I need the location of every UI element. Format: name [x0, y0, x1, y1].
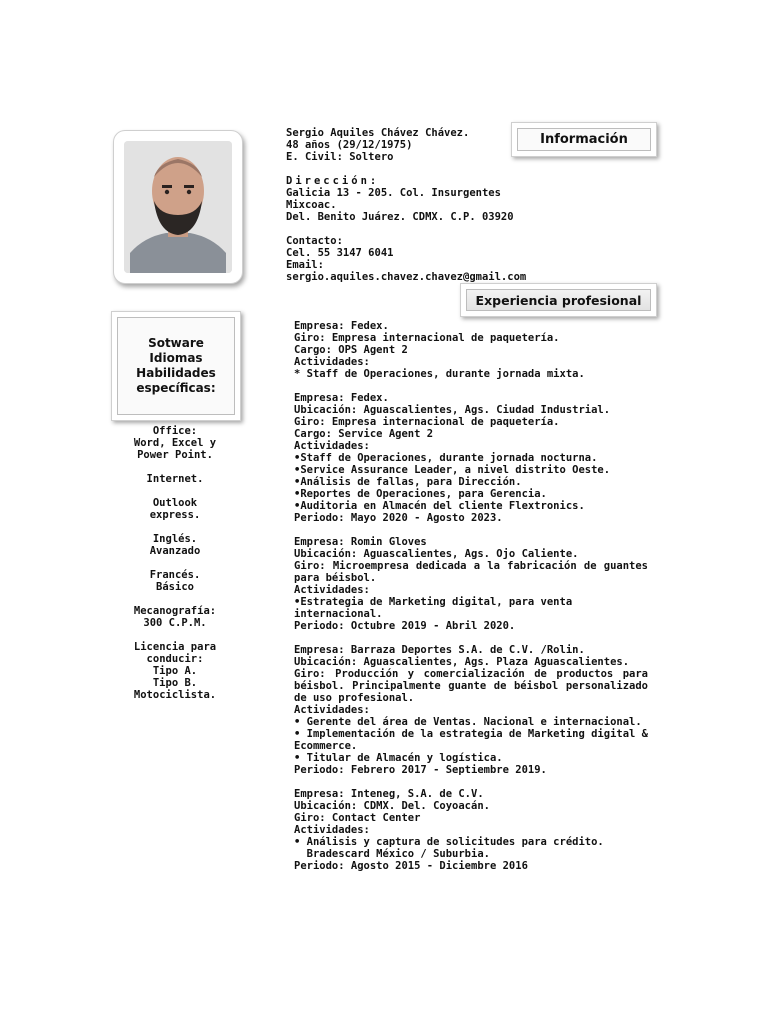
job-line: • Implementación de la estrategia de Marketing digital & Ecommerce. — [294, 728, 649, 752]
email-label: Email: — [286, 259, 324, 271]
skills-heading-line: específicas: — [136, 381, 216, 395]
job-entry-barraza — [294, 644, 648, 776]
address-line-2: Del. Benito Juárez. CDMX. C.P. 03920 — [286, 211, 514, 223]
skill-english — [110, 533, 240, 557]
skill-line: 300 C.P.M. — [143, 617, 207, 629]
job-line: Giro: Producción y comercialización de productos para béisbol. Principalmente guante de béisbol personalizado de uso profesional. — [294, 668, 648, 704]
skill-line: Básico — [156, 581, 194, 593]
address-label: Dirección: — [286, 175, 380, 187]
skill-line: Outlook — [152, 497, 198, 509]
skill-line: Word, Excel y — [133, 437, 217, 449]
skill-line: Avanzado — [149, 545, 201, 557]
job-line: * Staff de Operaciones, durante jornada mixta. — [294, 368, 585, 380]
job-entry-fedex-ops — [294, 320, 648, 380]
job-line: Ubicación: Aguascalientes, Ags. Ojo Caliente. — [294, 548, 579, 560]
job-entry-romin — [294, 536, 648, 632]
portrait-image — [124, 141, 232, 273]
skill-office — [110, 425, 240, 461]
job-line: Actividades: — [294, 584, 370, 596]
personal-info — [286, 127, 536, 283]
job-entry-inteneg — [294, 788, 648, 872]
skills-heading-line: Habilidades — [136, 366, 216, 380]
job-line: Empresa: Inteneg, S.A. de C.V. — [294, 788, 484, 800]
skill-line: Motociclista. — [133, 689, 217, 701]
job-line: Periodo: Febrero 2017 - Septiembre 2019. — [294, 764, 547, 776]
job-line: Actividades: — [294, 440, 370, 452]
job-line: Empresa: Fedex. — [294, 320, 389, 332]
skill-line: conducir: — [146, 653, 204, 665]
job-line: Actividades: — [294, 704, 370, 716]
skill-typing — [110, 605, 240, 629]
age: 48 años (29/12/1975) — [286, 139, 413, 151]
job-line: •Service Assurance Leader, a nivel distrito Oeste. — [294, 464, 611, 476]
skill-line: Tipo A. — [152, 665, 198, 677]
experience-section-header — [460, 283, 657, 317]
skill-license — [110, 641, 240, 701]
job-line: Giro: Empresa internacional de paquetería. — [294, 332, 560, 344]
job-line: •Estrategia de Marketing digital, para venta internacional. — [294, 596, 573, 620]
job-line: Ubicación: CDMX. Del. Coyoacán. — [294, 800, 490, 812]
skill-line: express. — [149, 509, 201, 521]
skill-line: Inglés. — [152, 533, 198, 545]
job-line: Periodo: Mayo 2020 - Agosto 2023. — [294, 512, 503, 524]
job-line: Giro: Contact Center — [294, 812, 421, 824]
skills-section-title — [117, 317, 235, 415]
full-name: Sergio Aquiles Chávez Chávez. — [286, 127, 470, 139]
experience-section-title: Experiencia profesional — [466, 289, 651, 311]
skill-line: Office: — [152, 425, 198, 437]
skill-line: Licencia para — [133, 641, 217, 653]
job-line: Periodo: Agosto 2015 - Diciembre 2016 — [294, 860, 528, 872]
job-line: Cargo: Service Agent 2 — [294, 428, 434, 440]
skill-line: Power Point. — [137, 449, 213, 461]
skill-line: Tipo B. — [152, 677, 198, 689]
address-line-1: Galicia 13 - 205. Col. Insurgentes Mixcoac. — [286, 187, 501, 211]
job-line: Ubicación: Aguascalientes, Ags. Ciudad Industrial. — [294, 404, 611, 416]
job-line: •Auditoria en Almacén del cliente Flextronics. — [294, 500, 585, 512]
skills-list — [110, 425, 240, 713]
info-section-title: Información — [517, 128, 651, 151]
skill-french — [110, 569, 240, 593]
skill-internet — [110, 473, 240, 485]
skill-line: Internet. — [146, 473, 204, 485]
job-line: •Reportes de Operaciones, para Gerencia. — [294, 488, 547, 500]
profile-photo — [124, 141, 232, 273]
job-entry-fedex-service — [294, 392, 648, 524]
phone: Cel. 55 3147 6041 — [286, 247, 394, 259]
job-line: • Análisis y captura de solicitudes para crédito. — [294, 836, 604, 848]
experience-list — [294, 320, 648, 884]
skills-heading-line: Idiomas — [149, 351, 203, 365]
job-line: Empresa: Romin Gloves — [294, 536, 427, 548]
email: sergio.aquiles.chavez.chavez@gmail.com — [286, 271, 527, 283]
civil-status: E. Civil: Soltero — [286, 151, 394, 163]
job-line: Periodo: Octubre 2019 - Abril 2020. — [294, 620, 516, 632]
job-line: Empresa: Barraza Deportes S.A. de C.V. /Rolin. — [294, 644, 585, 656]
skill-line: Mecanografía: — [133, 605, 217, 617]
job-line: Empresa: Fedex. — [294, 392, 389, 404]
job-line: Giro: Empresa internacional de paquetería. — [294, 416, 560, 428]
contact-label: Contacto: — [286, 235, 343, 247]
skills-heading-line: Sotware — [148, 336, 204, 350]
job-line: Giro: Microempresa dedicada a la fabricación de guantes para béisbol. — [294, 560, 648, 584]
job-line: • Titular de Almacén y logística. — [294, 752, 503, 764]
job-line: Actividades: — [294, 824, 370, 836]
job-line: Cargo: OPS Agent 2 — [294, 344, 408, 356]
job-line: Bradescard México / Suburbia. — [294, 848, 490, 860]
job-line: •Análisis de fallas, para Dirección. — [294, 476, 522, 488]
skill-line: Francés. — [149, 569, 201, 581]
skill-outlook — [110, 497, 240, 521]
info-section-header — [511, 122, 657, 157]
skills-section-header — [111, 311, 241, 421]
job-line: •Staff de Operaciones, durante jornada nocturna. — [294, 452, 598, 464]
job-line: Actividades: — [294, 356, 370, 368]
job-line: • Gerente del área de Ventas. Nacional e internacional. — [294, 716, 642, 728]
job-line: Ubicación: Aguascalientes, Ags. Plaza Aguascalientes. — [294, 656, 630, 668]
profile-photo-frame — [113, 130, 243, 284]
